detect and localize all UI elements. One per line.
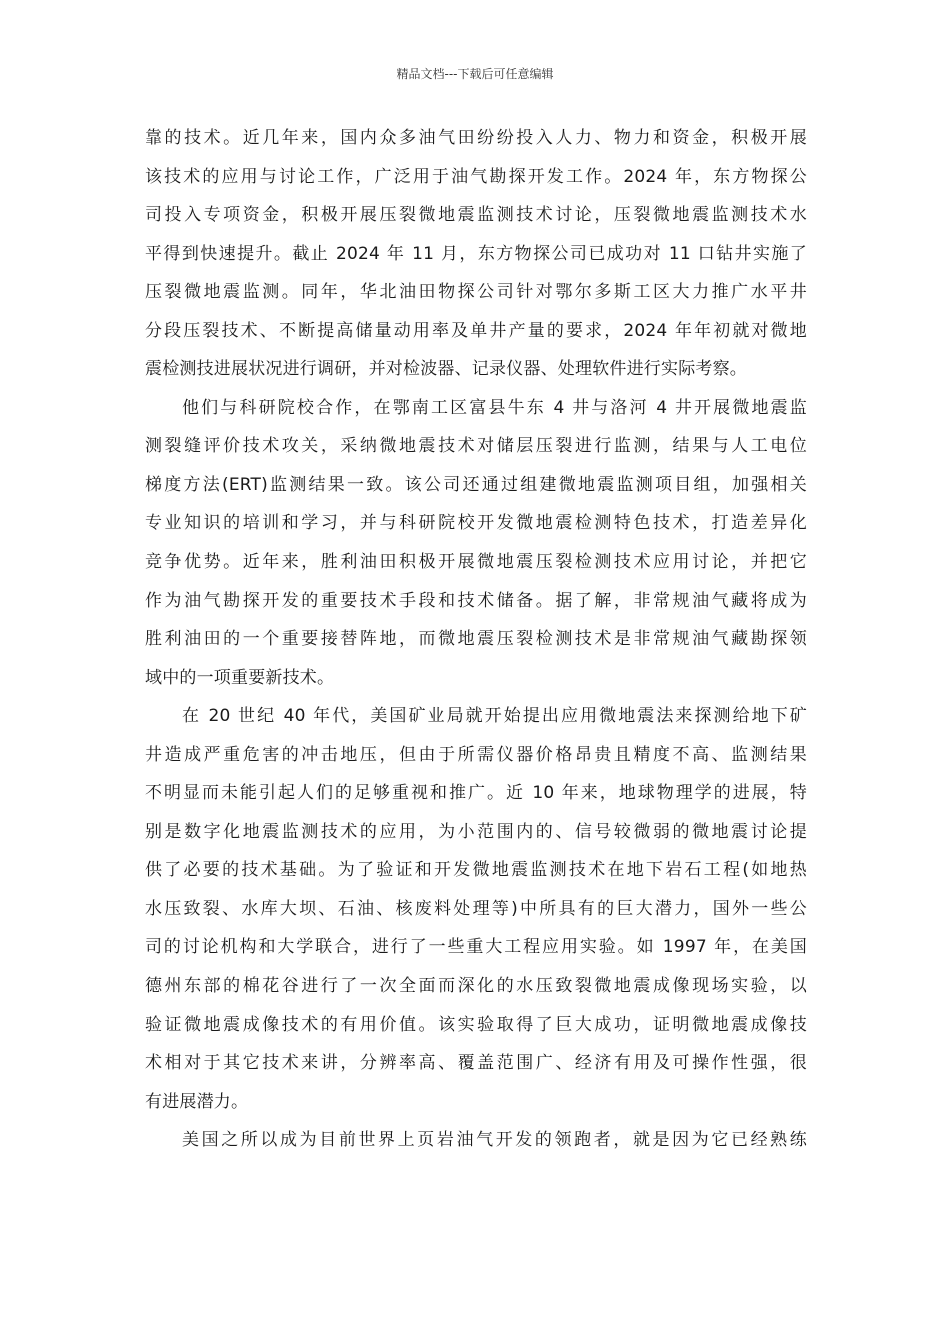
text-line: 该技术的应用与讨论工作，广泛用于油气勘探开发工作。2024 年，东方物探公 <box>145 166 807 187</box>
text-line: 在 20 世纪 40 年代，美国矿业局就开始提出应用微地震法来探测给地下矿 <box>182 706 807 727</box>
text-line: 德州东部的棉花谷进行了一次全面而深化的水压致裂微地震成像现场实验，以 <box>145 976 807 997</box>
text-line: 司的讨论机构和大学联合，进行了一些重大工程应用实验。如 1997 年，在美国 <box>145 937 807 958</box>
text-line: 震检测技进展状况进行调研，并对检波器、记录仪器、处理软件进行实际考察。 <box>145 359 747 380</box>
text-line: 平得到快速提升。截止 2024 年 11 月，东方物探公司已成功对 11 口钻井实施了 <box>145 243 807 264</box>
text-line: 供了必要的技术基础。为了验证和开发微地震监测技术在地下岩石工程(如地热 <box>145 860 807 881</box>
paragraph-4 <box>145 1121 807 1160</box>
paragraph-1 <box>145 119 807 389</box>
text-line: 验证微地震成像技术的有用价值。该实验取得了巨大成功，证明微地震成像技 <box>145 1014 807 1035</box>
text-line: 专业知识的培训和学习，并与科研院校开发微地震检测特色技术，打造差异化 <box>145 513 807 534</box>
text-line: 美国之所以成为目前世界上页岩油气开发的领跑者，就是因为它已经熟练 <box>182 1130 807 1151</box>
text-line: 测裂缝评价技术攻关，采纳微地震技术对储层压裂进行监测，结果与人工电位 <box>145 436 807 457</box>
text-line: 梯度方法(ERT)监测结果一致。该公司还通过组建微地震监测项目组，加强相关 <box>145 474 807 495</box>
page-header: 精品文档---下载后可任意编辑 <box>396 67 554 81</box>
text-line: 竞争优势。近年来，胜利油田积极开展微地震压裂检测技术应用讨论，并把它 <box>145 552 807 573</box>
text-line: 作为油气勘探开发的重要技术手段和技术储备。据了解，非常规油气藏将成为 <box>145 590 807 611</box>
text-line: 别是数字化地震监测技术的应用，为小范围内的、信号较微弱的微地震讨论提 <box>145 821 807 842</box>
text-line: 司投入专项资金，积极开展压裂微地震监测技术讨论，压裂微地震监测技术水 <box>145 205 807 226</box>
text-line: 域中的一项重要新技术。 <box>145 667 335 688</box>
paragraph-2 <box>145 389 807 697</box>
text-line: 胜利油田的一个重要接替阵地，而微地震压裂检测技术是非常规油气藏勘探领 <box>145 629 807 650</box>
text-line: 水压致裂、水库大坝、石油、核废料处理等)中所具有的巨大潜力，国外一些公 <box>145 898 807 919</box>
text-line: 不明显而未能引起人们的足够重视和推广。近 10 年来，地球物理学的进展，特 <box>145 783 807 804</box>
text-line: 靠的技术。近几年来，国内众多油气田纷纷投入人力、物力和资金，积极开展 <box>145 128 807 148</box>
text-line: 井造成严重危害的冲击地压，但由于所需仪器价格昂贵且精度不高、监测结果 <box>145 744 807 765</box>
text-line: 压裂微地震监测。同年，华北油田物探公司针对鄂尔多斯工区大力推广水平井 <box>145 282 807 303</box>
text-line: 有进展潜力。 <box>145 1091 249 1112</box>
text-line: 术相对于其它技术来讲，分辨率高、覆盖范围广、经济有用及可操作性强，很 <box>145 1053 807 1074</box>
text-line: 他们与科研院校合作，在鄂南工区富县牛东 4 井与洛河 4 井开展微地震监 <box>182 397 807 418</box>
document-body <box>145 119 807 1160</box>
paragraph-3 <box>145 697 807 1121</box>
text-line: 分段压裂技术、不断提高储量动用率及单井产量的要求，2024 年年初就对微地 <box>145 320 807 341</box>
